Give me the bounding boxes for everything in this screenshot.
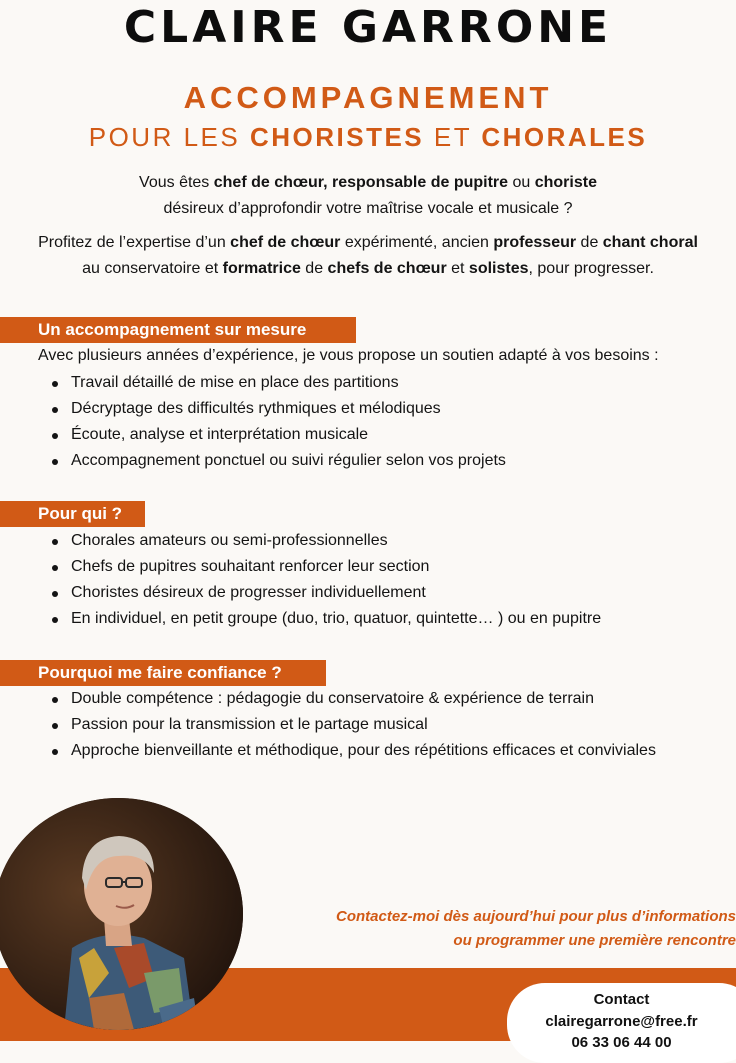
text-span: , pour progresser. bbox=[528, 260, 654, 277]
section2-list bbox=[52, 528, 601, 632]
subtitle-pre: POUR LES bbox=[88, 122, 250, 152]
contact-phone[interactable]: 06 33 06 44 00 bbox=[571, 1034, 672, 1051]
subtitle-choristes: CHORISTES bbox=[249, 122, 425, 152]
section-heading-accompagnement: Un accompagnement sur mesure bbox=[0, 317, 356, 343]
bold-span: chefs de chœur bbox=[327, 260, 447, 277]
list-item: En individuel, en petit groupe (duo, trio, quatuor, quintette… ) ou en pupitre bbox=[52, 606, 601, 632]
page-title: CLAIRE GARRONE bbox=[123, 2, 613, 53]
text-span: de bbox=[576, 234, 603, 251]
subtitle-main: ACCOMPAGNEMENT bbox=[183, 80, 553, 115]
intro2-line2 bbox=[0, 256, 736, 282]
text-span: et bbox=[446, 260, 469, 277]
contact-label: Contact bbox=[593, 991, 650, 1008]
text-span: de bbox=[300, 260, 328, 277]
bold-span: chef de chœur, responsable de pupitre bbox=[213, 174, 509, 191]
intro1-line1 bbox=[0, 170, 736, 196]
bold-span: choriste bbox=[534, 174, 597, 191]
text-span: ou bbox=[508, 174, 535, 191]
cta-line1: Contactez-moi dès aujourd’hui pour plus d’informations bbox=[335, 908, 736, 925]
subtitle-secondary bbox=[0, 122, 736, 153]
portrait-illustration bbox=[0, 798, 243, 1030]
list-item: Chorales amateurs ou semi-professionnelles bbox=[52, 528, 601, 554]
subtitle-mid: ET bbox=[424, 122, 482, 152]
section-heading-pour-qui: Pour qui ? bbox=[0, 501, 145, 527]
list-item: Travail détaillé de mise en place des partitions bbox=[52, 370, 506, 396]
bold-span: formatrice bbox=[222, 260, 301, 277]
list-item: Approche bienveillante et méthodique, pour des répétitions efficaces et conviviales bbox=[52, 738, 656, 764]
text-span: Profitez de l’expertise d’un bbox=[38, 234, 231, 251]
bold-span: chant choral bbox=[602, 234, 698, 251]
portrait-photo bbox=[0, 798, 243, 1030]
list-item: Passion pour la transmission et le partage musical bbox=[52, 712, 656, 738]
section-heading-pourquoi: Pourquoi me faire confiance ? bbox=[0, 660, 326, 686]
intro2-line1 bbox=[0, 230, 736, 256]
section3-list bbox=[52, 686, 656, 764]
text-span: Vous êtes bbox=[139, 174, 214, 191]
text-span: au conservatoire et bbox=[82, 260, 223, 277]
bold-span: solistes bbox=[468, 260, 529, 277]
list-item: Chefs de pupitres souhaitant renforcer leur section bbox=[52, 554, 601, 580]
list-item: Écoute, analyse et interprétation musicale bbox=[52, 422, 506, 448]
intro1-line2: désireux d’approfondir votre maîtrise vocale et musicale ? bbox=[163, 200, 573, 217]
list-item: Choristes désireux de progresser individuellement bbox=[52, 580, 601, 606]
contact-email[interactable]: clairegarrone@free.fr bbox=[545, 1013, 698, 1030]
bold-span: professeur bbox=[493, 234, 577, 251]
list-item: Double compétence : pédagogie du conservatoire & expérience de terrain bbox=[52, 686, 656, 712]
bold-span: chef de chœur bbox=[230, 234, 341, 251]
list-item: Accompagnement ponctuel ou suivi régulier selon vos projets bbox=[52, 448, 506, 474]
text-span: expérimenté, ancien bbox=[340, 234, 494, 251]
cta-line2: ou programmer une première rencontre bbox=[453, 932, 736, 949]
list-item: Décryptage des difficultés rythmiques et mélodiques bbox=[52, 396, 506, 422]
section1-intro: Avec plusieurs années d’expérience, je vous propose un soutien adapté à vos besoins : bbox=[38, 347, 659, 364]
section1-list bbox=[52, 370, 506, 474]
subtitle-chorales: CHORALES bbox=[481, 122, 648, 152]
